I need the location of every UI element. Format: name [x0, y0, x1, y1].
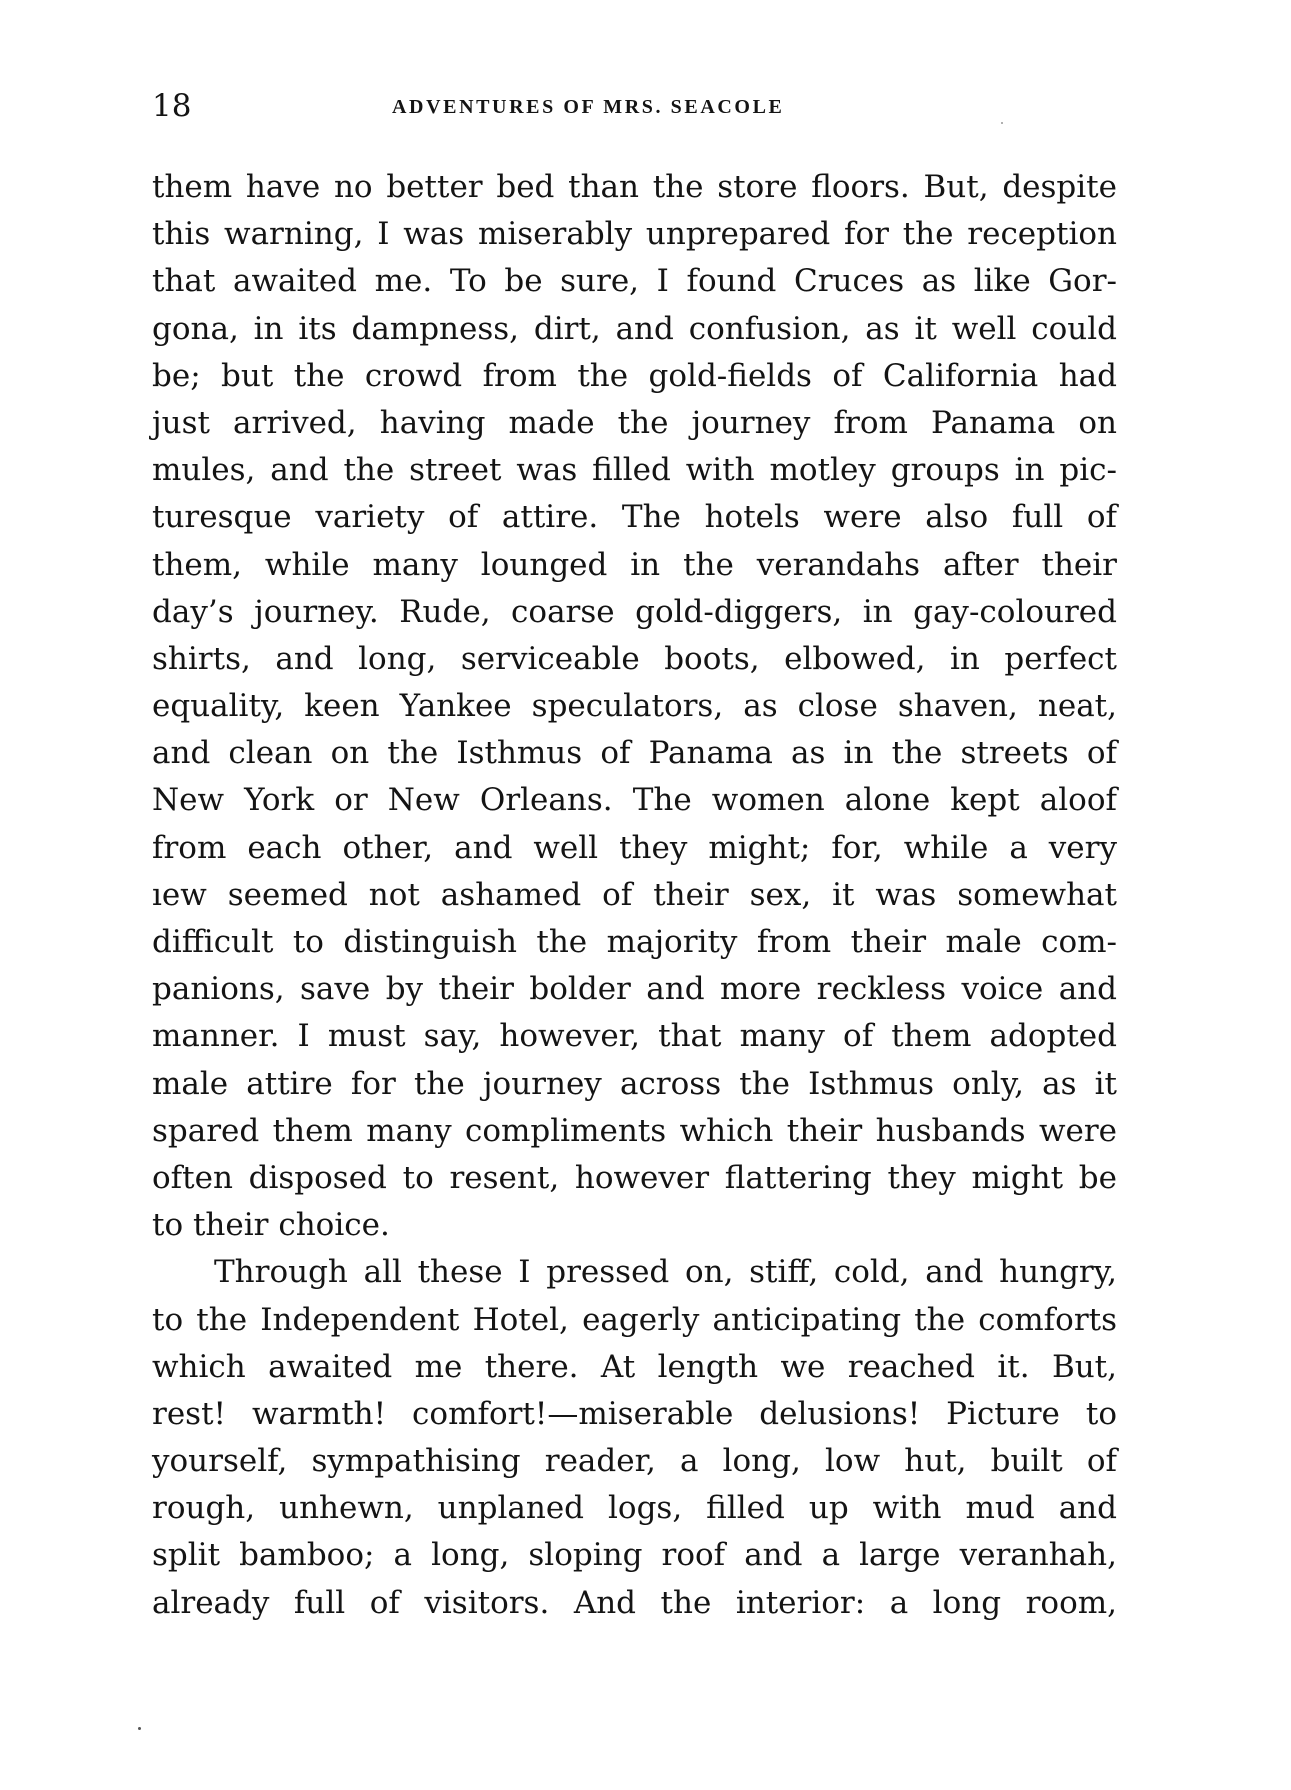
running-title: ADVENTURES OF MRS. SEACOLE [392, 96, 785, 118]
text-line: already full of visitors. And the interior: a long room, [152, 1584, 1117, 1621]
text-line: male attire for the journey across the Isthmus only, as it [152, 1065, 1117, 1102]
text-line: mules, and the street was filled with motley groups in pic- [152, 452, 1117, 489]
text-line: them have no better bed than the store floors. But, despite [152, 169, 1117, 205]
text-line: turesque variety of attire. The hotels were also full of [152, 499, 1117, 536]
text-line: be; but the crowd from the gold-fields of California had [152, 357, 1117, 394]
text-line: from each other, and well they might; for, while a very [152, 829, 1117, 866]
text-line: day’s journey. Rude, coarse gold-diggers, in gay-coloured [152, 593, 1117, 630]
text-line: just arrived, having made the journey from Panama on [152, 404, 1117, 441]
text-line: often disposed to resent, however flattering they might be [152, 1159, 1117, 1196]
text-line: manner. I must say, however, that many of them adopted [152, 1018, 1117, 1055]
paragraph-last-line: to their choice. [152, 1207, 390, 1244]
text-line: and clean on the Isthmus of Panama as in the streets of [152, 735, 1117, 772]
print-speck [138, 1727, 141, 1730]
text-line: equality, keen Yankee speculators, as close shaven, neat, [152, 688, 1117, 725]
text-line: yourself, sympathising reader, a long, low hut, built of [152, 1443, 1117, 1480]
text-line: spared them many compliments which their husbands were [152, 1112, 1117, 1149]
text-line: to the Independent Hotel, eagerly anticipating the comforts [152, 1301, 1117, 1338]
text-line: difficult to distinguish the majority from their male com- [152, 924, 1117, 960]
text-line: rough, unhewn, unplaned logs, filled up with mud and [152, 1490, 1117, 1527]
text-line: that awaited me. To be sure, I found Cruces as like Gor- [152, 263, 1117, 300]
text-line: rest! warmth! comfort!—miserable delusions! Picture to [152, 1395, 1117, 1432]
text-line: panions, save by their bolder and more reckless voice and [152, 971, 1117, 1008]
text-line: split bamboo; a long, sloping roof and a large veranhah, [152, 1537, 1117, 1574]
body-text [152, 164, 1117, 1627]
print-speck [1001, 122, 1003, 124]
paragraph-first-line: Through all these I pressed on, stiff, cold, and hungry, [214, 1254, 1117, 1291]
text-line: them, while many lounged in the verandahs after their [152, 546, 1117, 583]
page-header [152, 86, 1119, 126]
text-line: which awaited me there. At length we reached it. But, [152, 1348, 1117, 1385]
page-number: 18 [152, 88, 192, 124]
text-line: ıew seemed not ashamed of their sex, it was somewhat [152, 876, 1117, 913]
text-line: gona, in its dampness, dirt, and confusion, as it well could [152, 310, 1117, 347]
text-line: New York or New Orleans. The women alone kept aloof [152, 782, 1117, 819]
text-line: this warning, I was miserably unprepared for the reception [152, 216, 1117, 253]
text-line: shirts, and long, serviceable boots, elbowed, in perfect [152, 640, 1117, 677]
